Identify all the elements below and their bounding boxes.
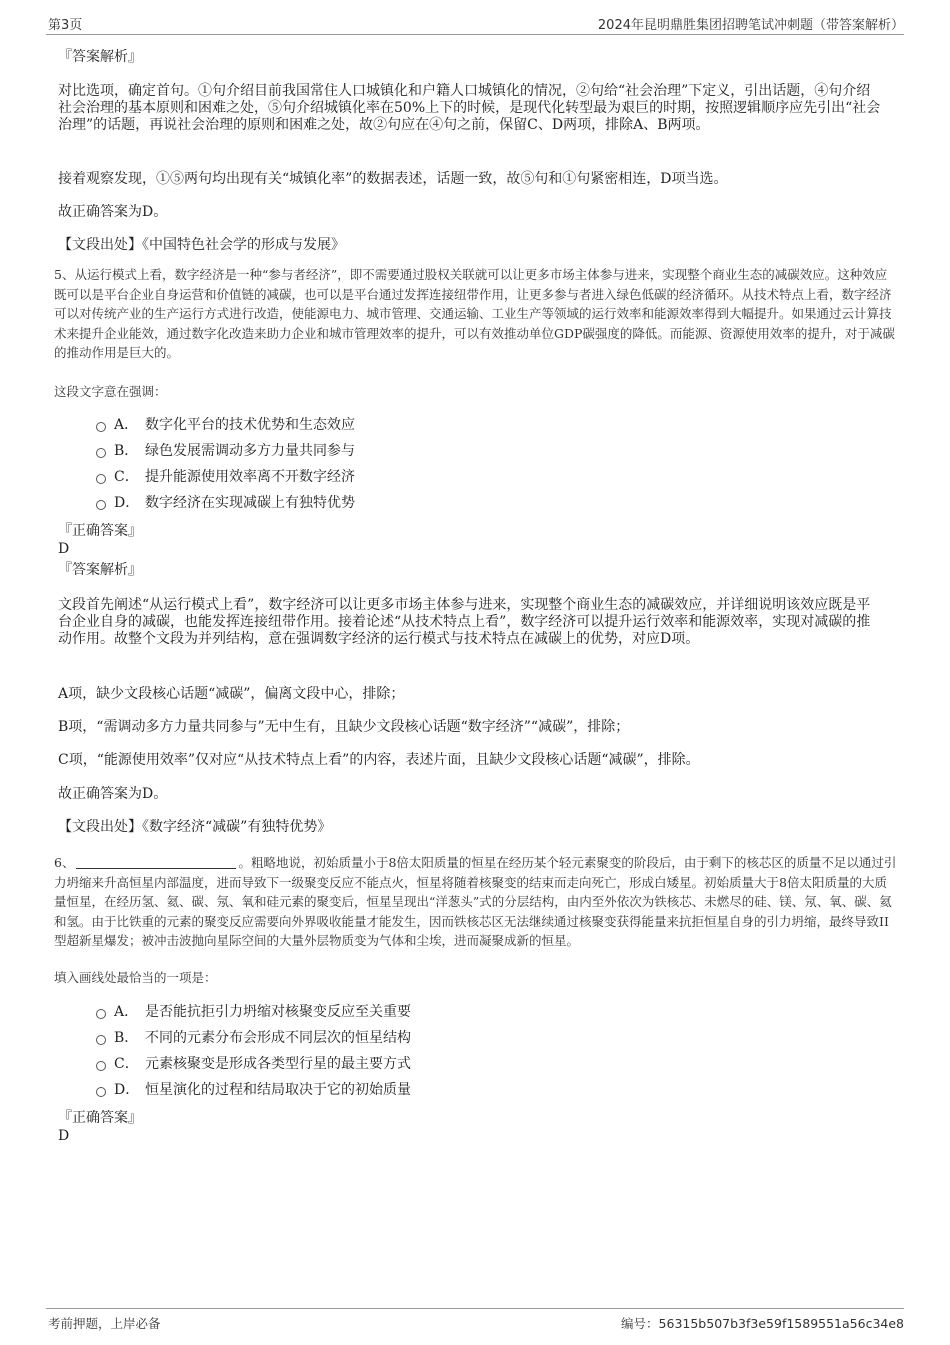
q5-prompt: 这段文字意在强调： bbox=[54, 384, 167, 399]
q6-text: 。粗略地说，初始质量小于8倍太阳质量的恒星在经历某个轻元素聚变的阶段后，由于剩下的核芯区的质量不足以通过引力坍缩来升高恒星内部温度，进而导致下一级聚变反应不能点火，恒星将随着核聚变的结束而走向死亡，形成白矮星。初始质量大于8倍太阳质量的大质量恒星，在经历氢、氦、碳、氖、氧和硅元素的聚变后，恒星呈现出“洋葱头”式的分层结构，由内至外依次为铁核芯、未燃尽的硅、镁、氖、氧、碳、氦和氢。由于比铁重的元素的聚变反应需要向外界吸收能量才能发生，因而铁核芯区无法继续通过核聚变获得能量来抗拒恒星自身的引力坍缩，最终导致II型超新星爆发；被冲击波抛向星际空间的大量外层物质变为气体和尘埃，进而凝聚成新的恒星。 bbox=[54, 855, 897, 948]
q5-option-c[interactable]: C． 提升能源使用效率离不开数字经济 bbox=[96, 468, 355, 486]
q5-option-b[interactable]: B． 绿色发展需调动多方力量共同参与 bbox=[96, 442, 355, 460]
q5-analysis-paragraph-4: C项，“能源使用效率”仅对应“从技术特点上看”的内容，表述片面，且缺少文段核心话题“减碳”，排除。 bbox=[58, 752, 700, 768]
page-header bbox=[46, 12, 904, 35]
page-footer bbox=[46, 1308, 904, 1333]
q6-option-a[interactable]: A． 是否能抗拒引力坍缩对核聚变反应至关重要 bbox=[96, 1003, 411, 1021]
q6-correct-answer: D bbox=[58, 1128, 70, 1144]
radio-icon[interactable] bbox=[96, 448, 106, 458]
q6-number: 6、 bbox=[54, 855, 75, 870]
radio-icon[interactable] bbox=[96, 500, 106, 510]
page-number: 第3页 bbox=[48, 18, 83, 33]
q5-option-d[interactable]: D． 数字经济在实现减碳上有独特优势 bbox=[96, 494, 355, 512]
q5-analysis-label: 『答案解析』 bbox=[58, 562, 142, 578]
q4-analysis-paragraph-1: 对比选项，确定首句。①句介绍目前我国常住人口城镇化和户籍人口城镇化的情况，②句给“社会治理”下定义，引出话题，④句介绍社会治理的基本原则和困难之处，⑤句介绍城镇化率在50%上下的时候，是现代化转型最为艰巨的时期，按照逻辑顺序应先引出“社会治理”的话题，再说社会治理的原则和困难之处，故②句应在④句之前，保留C、D两项，排除A、B两项。 bbox=[58, 83, 881, 133]
radio-icon[interactable] bbox=[96, 474, 106, 484]
q6-question-text bbox=[54, 853, 899, 951]
q6-prompt: 填入画线处最恰当的一项是： bbox=[54, 970, 217, 985]
q6-option-d[interactable]: D． 恒星演化的过程和结局取决于它的初始质量 bbox=[96, 1081, 411, 1099]
q5-question-text: 5、从运行模式上看，数字经济是一种“参与者经济”，即不需要通过股权关联就可以让更多市场主体参与进来，实现整个商业生态的减碳效应。这种效应既可以是平台企业自身运营和价值链的减碳，也可以是平台通过发挥连接纽带作用，让更多参与者进入绿色低碳的经济循环。从技术特点上看，数字经济可以对传统产业的生产运行方式进行改造，使能源电力、城市管理、交通运输、工业生产等领域的运行效率和能源效率得到大幅提升。如果通过云计算技术来提升企业能效，通过数字化改造来助力企业和城市管理效率的提升，可以有效推动单位GDP碳强度的降低。而能源、资源使用效率的提升，对于减碳的推动作用是巨大的。 bbox=[54, 267, 895, 360]
document-title: 2024年昆明鼎胜集团招聘笔试冲刺题（带答案解析） bbox=[597, 18, 904, 33]
q4-analysis-label: 『答案解析』 bbox=[58, 49, 142, 65]
q5-analysis-paragraph-3: B项，“需调动多方力量共同参与”无中生有，且缺少文段核心话题“数字经济”“减碳”，排除； bbox=[58, 719, 630, 735]
radio-icon[interactable] bbox=[96, 1009, 106, 1019]
q5-option-a[interactable]: A． 数字化平台的技术优势和生态效应 bbox=[96, 416, 355, 434]
document-code: 编号：56315b507b3f3e59f1589551a56c34e8 bbox=[621, 1316, 904, 1331]
radio-icon[interactable] bbox=[96, 1061, 106, 1071]
radio-icon[interactable] bbox=[96, 1087, 106, 1097]
q5-source: 【文段出处】《数字经济“减碳”有独特优势》 bbox=[58, 819, 332, 835]
q5-analysis-paragraph-5: 故正确答案为D。 bbox=[58, 786, 168, 802]
radio-icon[interactable] bbox=[96, 1035, 106, 1045]
q5-analysis-paragraph-1: 文段首先阐述“从运行模式上看”，数字经济可以让更多市场主体参与进来，实现整个商业生态的减碳效应，并详细说明该效应既是平台企业自身的减碳，也能发挥连接纽带作用。接着论述“从技术特点上看”，数字经济可以提升运行效率和能源效率，实现对减碳的推动作用。故整个文段为并列结构，意在强调数字经济的运行模式与技术特点在减碳上的优势，对应D项。 bbox=[58, 597, 871, 647]
radio-icon[interactable] bbox=[96, 422, 106, 432]
q6-option-c[interactable]: C． 元素核聚变是形成各类型行星的最主要方式 bbox=[96, 1055, 411, 1073]
q4-source: 【文段出处】《中国特色社会学的形成与发展》 bbox=[58, 237, 345, 253]
q5-analysis-paragraph-2: A项，缺少文段核心话题“减碳”，偏离文段中心，排除； bbox=[58, 686, 405, 702]
q4-analysis-paragraph-2: 接着观察发现，①⑤两句均出现有关“城镇化率”的数据表述，话题一致，故⑤句和①句紧密相连，D项当选。 bbox=[58, 171, 728, 187]
q5-correct-answer: D bbox=[58, 541, 70, 557]
q4-analysis-paragraph-3: 故正确答案为D。 bbox=[58, 204, 168, 220]
fill-in-blank bbox=[76, 856, 236, 869]
q6-correct-label: 『正确答案』 bbox=[58, 1110, 142, 1126]
footer-slogan: 考前押题，上岸必备 bbox=[48, 1316, 161, 1331]
q6-option-b[interactable]: B． 不同的元素分布会形成不同层次的恒星结构 bbox=[96, 1029, 411, 1047]
q5-correct-label: 『正确答案』 bbox=[58, 523, 142, 539]
